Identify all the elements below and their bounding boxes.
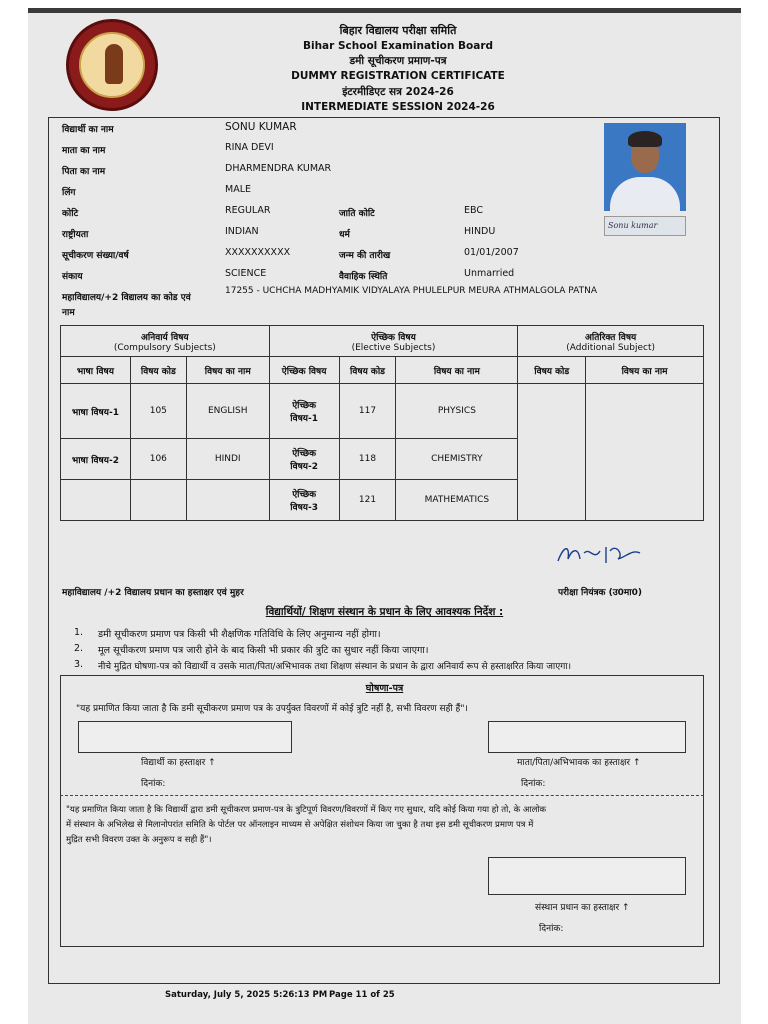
parent-signature-box[interactable]	[488, 721, 686, 753]
dob-value: 01/01/2007	[464, 247, 519, 258]
divider	[60, 795, 704, 796]
name-label: विद्यार्थी का नाम	[62, 125, 114, 135]
board-name-hindi: बिहार विद्यालय परीक्षा समिति	[339, 24, 457, 37]
subjects-table	[60, 325, 704, 521]
gender-value: MALE	[225, 184, 251, 195]
controller-signature-label: परीक्षा नियंत्रक (उ0मा0)	[558, 588, 642, 598]
col-elective: ऐच्छिक विषय	[269, 357, 339, 384]
caste-label: जाति कोटि	[339, 209, 375, 219]
student-date-label: दिनांक:	[141, 779, 166, 789]
category-label: कोटि	[62, 209, 79, 219]
student-signature-label: विद्यार्थी का हस्ताक्षर ↑	[141, 758, 216, 768]
mother-name: RINA DEVI	[225, 142, 274, 153]
nationality-value: INDIAN	[225, 226, 259, 237]
category-value: REGULAR	[225, 205, 271, 216]
principal-signature-label: महाविद्यालय /+2 विद्यालय प्रधान का हस्ताक्षर एवं मुहर	[62, 588, 244, 598]
college-label: महाविद्यालय/+2 विद्यालय का कोड एवं	[62, 293, 191, 303]
certificate-title-english: DUMMY REGISTRATION CERTIFICATE	[291, 70, 505, 82]
instruction-2-num: 2.	[74, 643, 84, 654]
page-number: Page 11 of 25	[329, 990, 395, 1000]
instruction-3-num: 3.	[74, 659, 84, 670]
table-row: भाषा विषय-2 106 HINDI ऐच्छिक विषय-2 118 CHEMISTRY	[61, 439, 704, 480]
student-signature-image: Sonu kumar	[604, 216, 686, 236]
father-name: DHARMENDRA KUMAR	[225, 163, 332, 174]
faculty-label: संकाय	[62, 272, 83, 282]
controller-signature-image	[554, 539, 644, 569]
bseb-logo	[66, 19, 158, 111]
col-elective-code: विषय कोड	[339, 357, 396, 384]
parent-signature-label: माता/पिता/अभिभावक का हस्ताक्षर ↑	[517, 758, 641, 768]
caste-value: EBC	[464, 205, 483, 216]
student-signature-box[interactable]	[78, 721, 292, 753]
compulsory-header: अनिवार्य विषय (Compulsory Subjects)	[61, 326, 270, 357]
gender-label: लिंग	[62, 188, 76, 198]
instruction-1-num: 1.	[74, 627, 84, 638]
col-elective-name: विषय का नाम	[396, 357, 518, 384]
declaration-text-2-line-2: में संस्थान के अभिलेख से मिलानोपरांत समिति के पोर्टल पर ऑनलाइन माध्यम से अपेक्षित संशोधन किया जा चुका है तथा इस डमी सूचीकरण प्रमाण पत्र में	[66, 820, 534, 830]
instruction-2-text: मूल सूचीकरण प्रमाण पत्र जारी होने के बाद किसी भी प्रकार की त्रुटि का सुधार नहीं किया जाएगा।	[98, 645, 429, 656]
col-additional-name: विषय का नाम	[586, 357, 704, 384]
col-language: भाषा विषय	[61, 357, 131, 384]
student-name: SONU KUMAR	[225, 121, 297, 133]
declaration-text-2-line-3: मुद्रित सभी विवरण उक्त के अनुरूप व सही हैं"।	[66, 835, 212, 845]
parent-date-label: दिनांक:	[521, 779, 546, 789]
faculty-value: SCIENCE	[225, 268, 267, 279]
additional-header: अतिरिक्त विषय (Additional Subject)	[518, 326, 704, 357]
college-label-2: नाम	[62, 308, 75, 318]
col-additional-code: विषय कोड	[518, 357, 586, 384]
session-hindi: इंटरमीडिएट सत्र 2024-26	[342, 86, 454, 98]
instruction-1-text: डमी सूचीकरण प्रमाण पत्र किसी भी शैक्षणिक गतिविधि के लिए अनुमान्य नहीं होगा।	[98, 629, 381, 640]
certificate-title-hindi: डमी सूचीकरण प्रमाण-पत्र	[349, 55, 447, 67]
institution-head-signature-box[interactable]	[488, 857, 686, 895]
regno-label: सूचीकरण संख्या/वर्ष	[62, 251, 129, 261]
col-name: विषय का नाम	[186, 357, 269, 384]
col-code: विषय कोड	[130, 357, 186, 384]
print-datetime: Saturday, July 5, 2025 5:26:13 PM	[165, 990, 328, 1000]
dob-label: जन्म की तारीख	[339, 251, 391, 261]
elective-header: ऐच्छिक विषय (Elective Subjects)	[269, 326, 518, 357]
certificate-page	[28, 8, 741, 1024]
institution-head-date-label: दिनांक:	[539, 924, 564, 934]
religion-value: HINDU	[464, 226, 496, 237]
marital-value: Unmarried	[464, 268, 515, 279]
instructions-title: विद्यार्थियों/ शिक्षण संस्थान के प्रधान के लिए आवश्यक निर्देश :	[265, 606, 504, 618]
college-value: 17255 - UCHCHA MADHYAMIK VIDYALAYA PHULELPUR MEURA ATHMALGOLA PATNA	[225, 286, 597, 296]
table-row: ऐच्छिक विषय-3 121 MATHEMATICS	[61, 480, 704, 521]
declaration-title: घोषणा-पत्र	[365, 683, 404, 694]
declaration-text-1: "यह प्रमाणित किया जाता है कि डमी सूचीकरण प्रमाण पत्र के उपर्युक्त विवरणों में कोई त्रुटि नहीं है, सभी विवरण सही हैं"।	[76, 704, 468, 714]
declaration-text-2-line-1: "यह प्रमाणित किया जाता है कि विद्यार्थी द्वारा डमी सूचीकरण प्रमाण-पत्र के त्रुटिपूर्ण विवरण/विवरणों में किए गए सुधार, यदि कोई किया गया हो तो, के आलोक	[66, 805, 547, 815]
mother-label: माता का नाम	[62, 146, 106, 156]
nationality-label: राष्ट्रीयता	[62, 230, 89, 240]
regno-value: XXXXXXXXXX	[225, 247, 291, 258]
board-name-english: Bihar School Examination Board	[302, 40, 494, 52]
religion-label: धर्म	[339, 230, 350, 240]
marital-label: वैवाहिक स्थिति	[339, 272, 388, 282]
table-row: भाषा विषय-1 105 ENGLISH ऐच्छिक विषय-1 117 PHYSICS	[61, 384, 704, 439]
father-label: पिता का नाम	[62, 167, 106, 177]
student-photo	[604, 123, 686, 211]
institution-head-signature-label: संस्थान प्रधान का हस्ताक्षर ↑	[535, 903, 630, 913]
session-english: INTERMEDIATE SESSION 2024-26	[301, 101, 495, 113]
instruction-3-text: नीचे मुद्रित घोषणा-पत्र को विद्यार्थी व उसके माता/पिता/अभिभावक तथा शिक्षण संस्थान के प्रधान के द्वारा अनिवार्य रूप से हस्ताक्षरित किया जाएगा।	[98, 662, 572, 672]
